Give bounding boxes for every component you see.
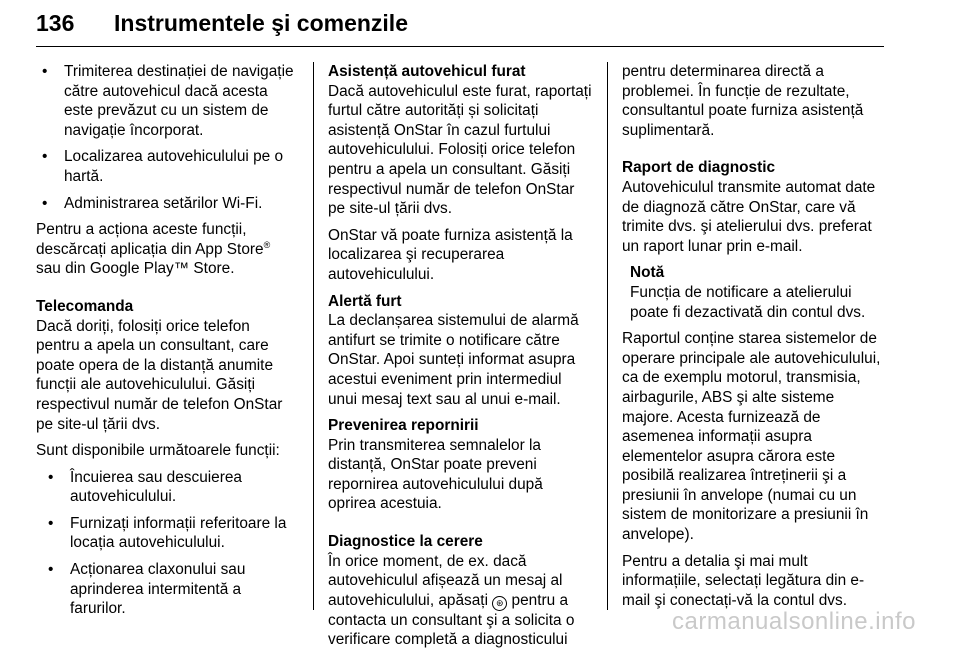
section-heading: Asistență autovehicul furat [328,63,526,80]
paragraph: Raportul conține starea sistemelor de operare principale ale autovehiculului, ca de exemplu motorul, transmisia, airbagurile, ABS şi alte sisteme majore. Acesta furnizează de asemenea informații asupra elementelor asupra cărora este posibilă realizarea întreținerii şi a presiunii în anvelope (numai cu un sistem de monitorizare a presiunii în anvelope). [622,330,881,544]
section-heading: Diagnostice la cerere [328,533,483,551]
paragraph [328,552,592,650]
app-text: Pentru a acționa aceste funcții, descărcați aplicația din App Store [36,221,264,258]
column-right [622,62,888,617]
paragraph: OnStar vă poate furniza asistență la localizarea şi recuperarea autovehiculului. [328,226,573,283]
column-left [36,62,294,626]
column-middle [328,62,592,657]
app-paragraph [36,220,294,279]
section-heading: Prevenirea repornirii [328,417,479,435]
section-heading: Raport de diagnostic [622,159,776,177]
paragraph: Autovehiculul transmite automat date de diagnoză către OnStar, care vă trimite dvs. şi atelierului dvs. preferat un raport lunar prin e-mail. [622,178,876,255]
list-item: • Încuierea sau descuierea autovehiculului. [42,468,294,507]
paragraph: La declanșarea sistemului de alarmă antifurt se trimite o notificare către OnStar. Apoi sunteți informat asupra acestui eveniment prin intermediul unui mesaj text sau al unui e-mail. [328,312,579,408]
diag-text: În orice moment, de ex. dacă autovehiculul afișează un mesaj al autovehiculului, apăsați [328,552,563,609]
onstar-button-icon: ⊛ [492,596,507,611]
list-item: • Acționarea claxonului sau aprinderea intermitentă a farurilor. [42,560,294,619]
list-item: • Localizarea autovehiculului pe o hartă. [36,147,294,186]
page-header [36,8,884,47]
paragraph: pentru determinarea directă a problemei. În funcție de rezultate, consultantul poate furniza asistență suplimentară. [622,63,864,139]
page-number: 136 [36,10,75,36]
watermark: carmanualsonline.info [672,608,916,635]
note-box [622,263,888,322]
section-heading: Alertă furt [328,292,402,310]
app-text-2: sau din Google Play™ Store. [36,260,235,278]
column-divider [313,62,314,610]
paragraph: Pentru a detalia şi mai mult informațiile, selectați legătura din e-mail şi conectați-vă la contul dvs. [622,552,865,609]
paragraph: Dacă autovehiculul este furat, raportați furtul către autorități și solicitați asistență OnStar în cazul furtului autovehiculului. Folosiți orice telefon pentru a apela un consultant. Găsiți respectivul număr de telefon OnStar pe site-ul țării dvs. [328,82,592,218]
note-heading: Notă [630,264,665,282]
paragraph: Sunt disponibile următoarele funcții: [36,442,280,460]
list-item: • Administrarea setărilor Wi-Fi. [36,194,294,214]
diag-text-2: pentru a contacta un consultant şi a solicita o verificare completă a diagnosticului [328,591,575,649]
column-divider [607,62,608,610]
note-text: Funcția de notificare a atelierului poate fi dezactivată din contul dvs. [630,283,866,321]
registered-mark: ® [263,239,271,250]
list-item: • Trimiterea destinației de navigație către autovehicul dacă acesta este prevăzut cu un sistem de navigație încorporat. [36,62,294,140]
section-heading: Telecomanda [36,297,134,315]
paragraph: Prin transmiterea semnalelor la distanță, OnStar poate preveni repornirea autovehiculului după oprirea acestuia. [328,436,543,513]
list-item: • Furnizați informații referitoare la locația autovehiculului. [42,514,294,553]
paragraph: Dacă doriți, folosiți orice telefon pentru a apela un consultant, care poate opera de la distanță anumite funcții ale autovehiculului. Găsiți respectivul număr de telefon OnStar pe site-ul țării dvs. [36,317,283,433]
chapter-title: Instrumentele şi comenzile [114,10,408,36]
